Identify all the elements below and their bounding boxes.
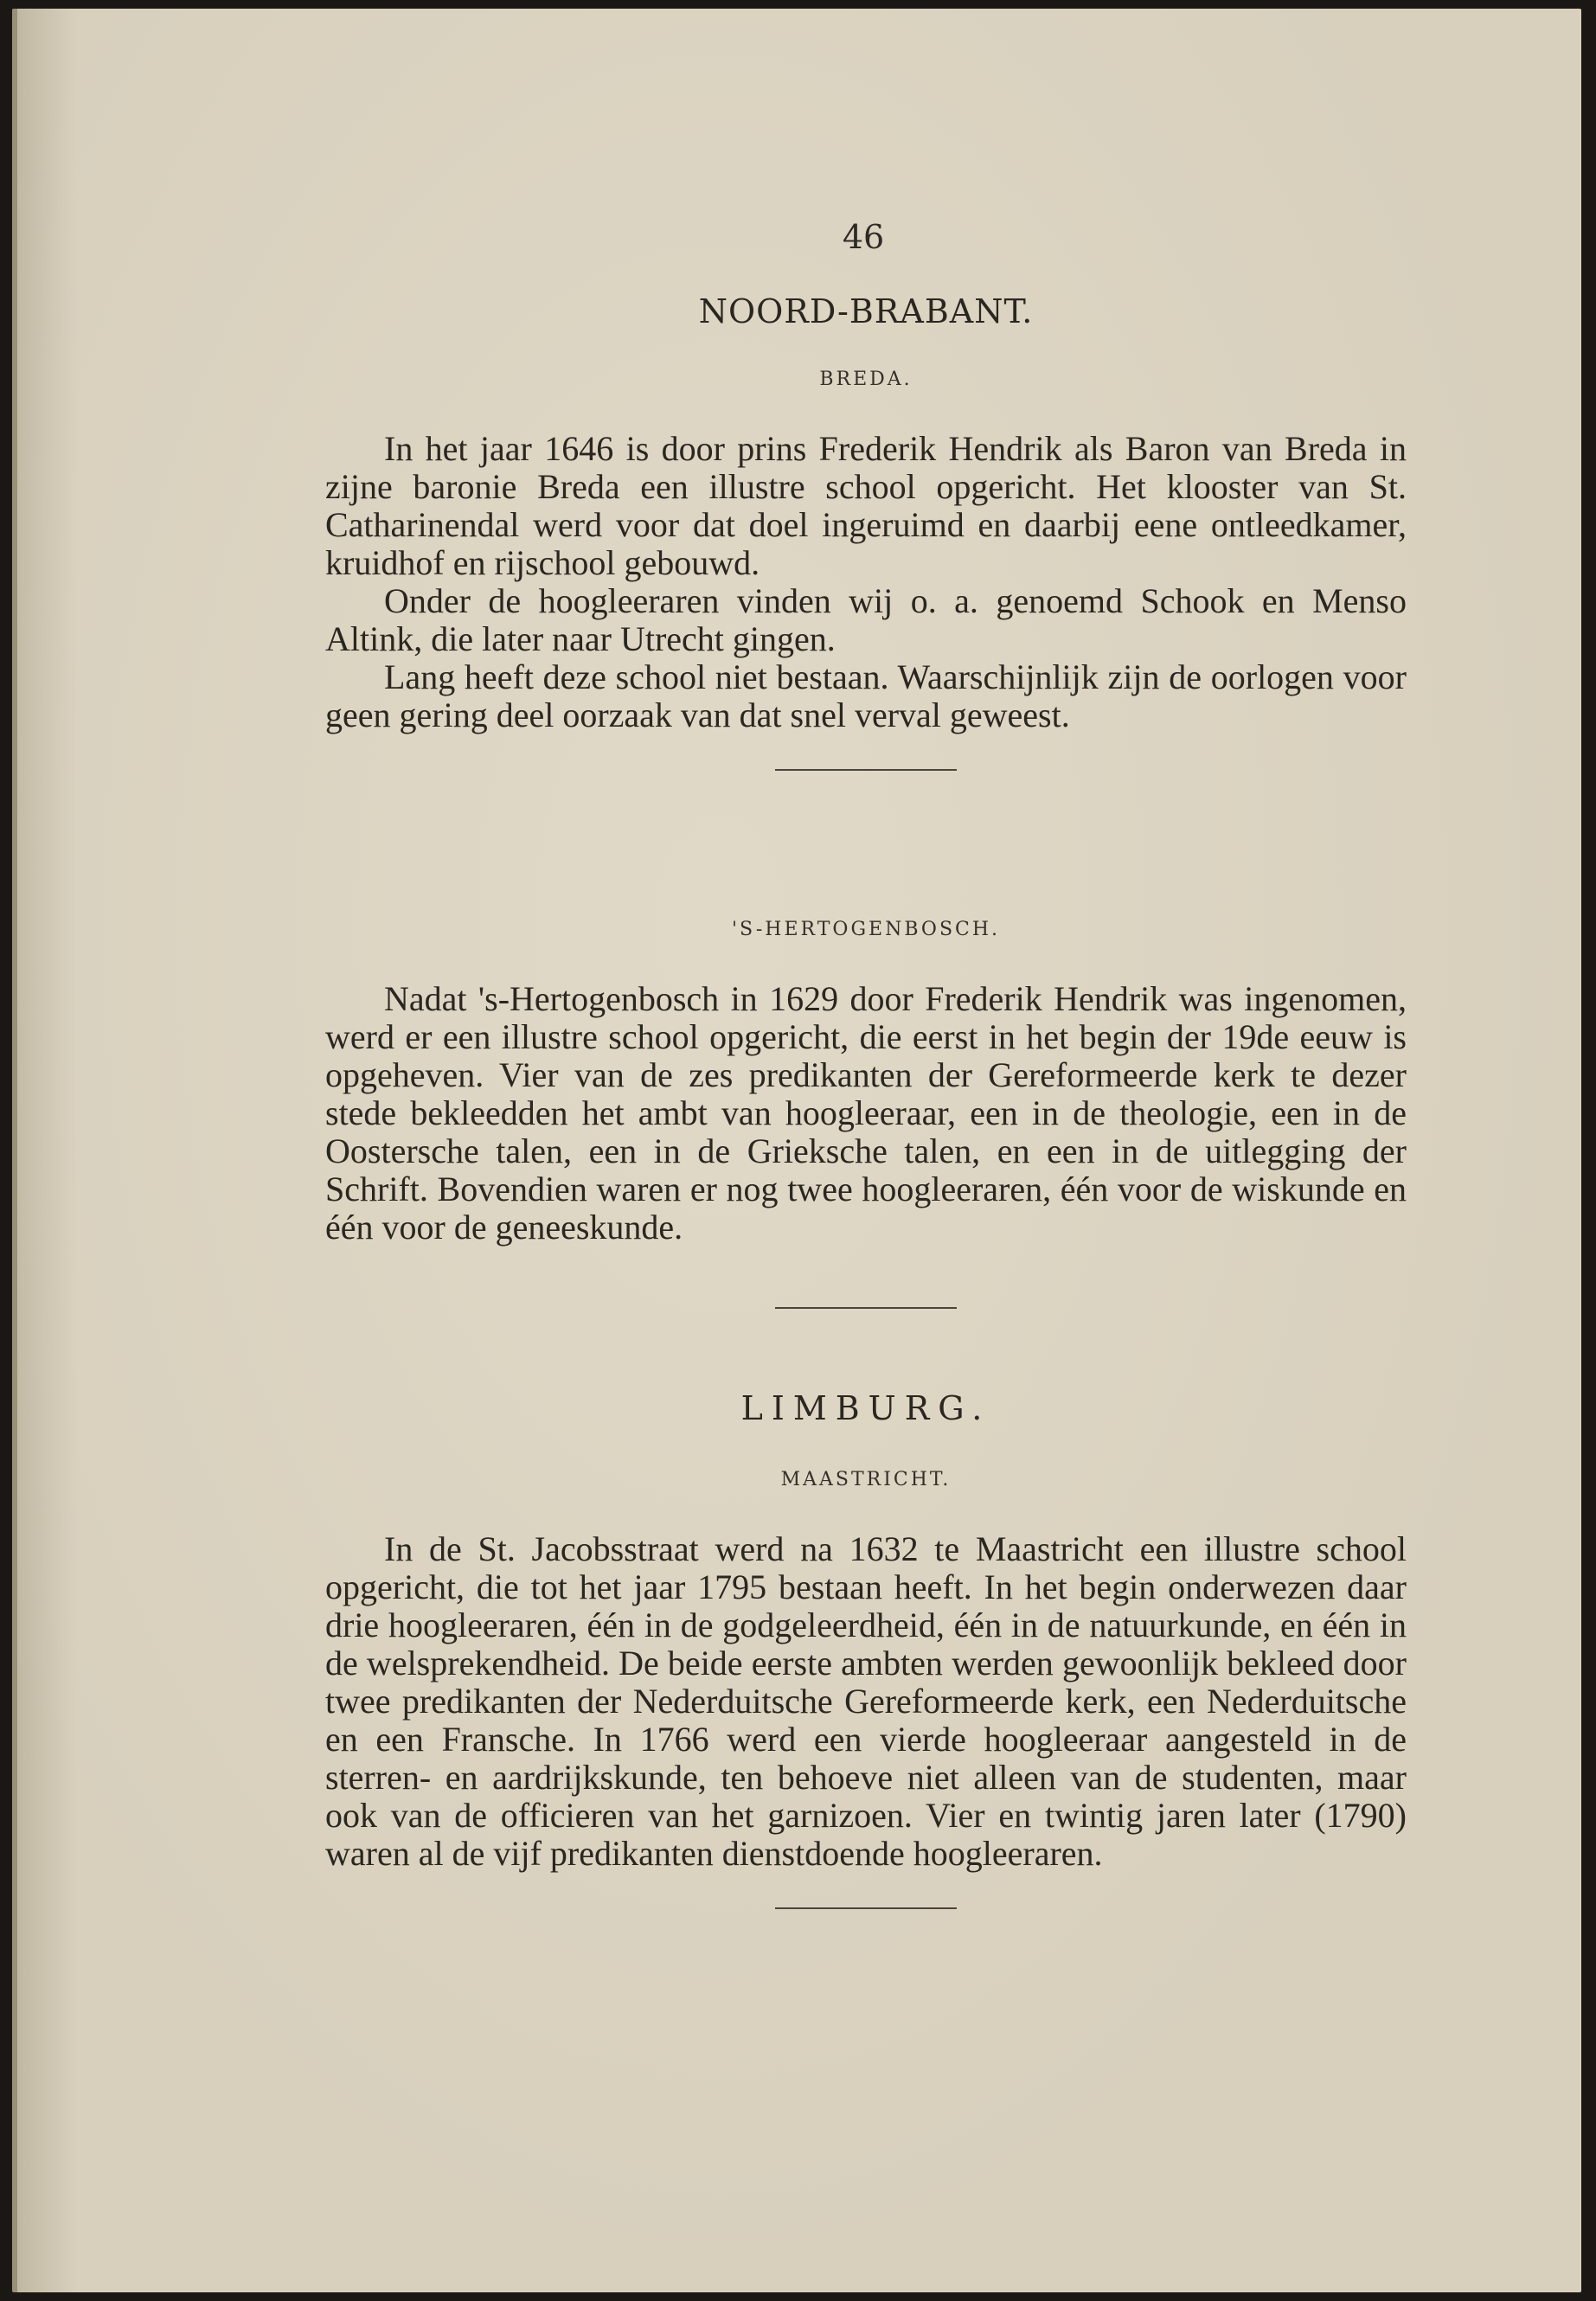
page-number: 46	[842, 218, 885, 256]
section-divider	[775, 1907, 957, 1909]
heading-limburg: LIMBURG.	[740, 1389, 991, 1427]
section-noord-brabant	[325, 292, 1407, 771]
section-divider	[775, 1307, 957, 1309]
heading-maastricht: MAASTRICHT.	[780, 1469, 952, 1490]
section-divider	[775, 769, 957, 771]
breda-paragraph-1: In het jaar 1646 is door prins Frederik Hendrik als Baron van Breda in zijne baronie Breda een illustre school opgericht. Het klooster van St. Catharinendal werd voor dat doel ingeruimd en daarbij eene ontleedkamer, kruidhof en rijschool gebouwd.	[325, 429, 1407, 582]
maastricht-paragraph-1: In de St. Jacobsstraat werd na 1632 te Maastricht een illustre school opgericht, die tot het jaar 1795 bestaan heeft. In het begin onderwezen daar drie hoogleeraren, één in de godgeleerdheid, één in de natuurkunde, en één in de welsprekendheid. De beide eerste ambten werden gewoonlijk bekleed door twee predikanten der Nederduitsche Gereformeerde kerk, een Nederduitsche en een Fransche. In 1766 werd een vierde hoogleeraar aangesteld in de sterren- en aardrijkskunde, ten behoeve niet alleen van de studenten, maar ook van de officieren van het garnizoen. Vier en twintig jaren later (1790) waren al de vijf predikanten dienstdoende hoogleeraren.	[325, 1529, 1407, 1873]
breda-paragraph-3: Lang heeft deze school niet bestaan. Waarschijnlijk zijn de oorlogen voor geen gering deel oorzaak van dat snel verval geweest.	[325, 657, 1407, 734]
hertogenbosch-paragraph-1: Nadat 's-Hertogenbosch in 1629 door Frederik Hendrik was ingenomen, werd er een illustre school opgericht, die eerst in het begin der 19de eeuw is opgeheven. Vier van de zes predikanten der Gereformeerde kerk te dezer stede bekleedden het ambt van hoogleeraar, een in de theologie, een in de Oostersche talen, een in de Grieksche talen, en een in de uitlegging der Schrift. Bovendien waren er nog twee hoogleeraren, één voor de wiskunde en één voor de geneeskunde.	[325, 979, 1407, 1247]
breda-paragraph-2: Onder de hoogleeraren vinden wij o. a. genoemd Schook en Menso Altink, die later naar Utrecht gingen.	[325, 581, 1407, 658]
book-page	[12, 9, 1581, 2292]
heading-noord-brabant: NOORD-BRABANT.	[698, 292, 1034, 330]
heading-hertogenbosch: 'S-HERTOGENBOSCH.	[731, 919, 1001, 940]
heading-breda: BREDA.	[819, 369, 913, 390]
section-hertogenbosch	[325, 919, 1407, 1309]
section-limburg	[325, 1389, 1407, 1909]
